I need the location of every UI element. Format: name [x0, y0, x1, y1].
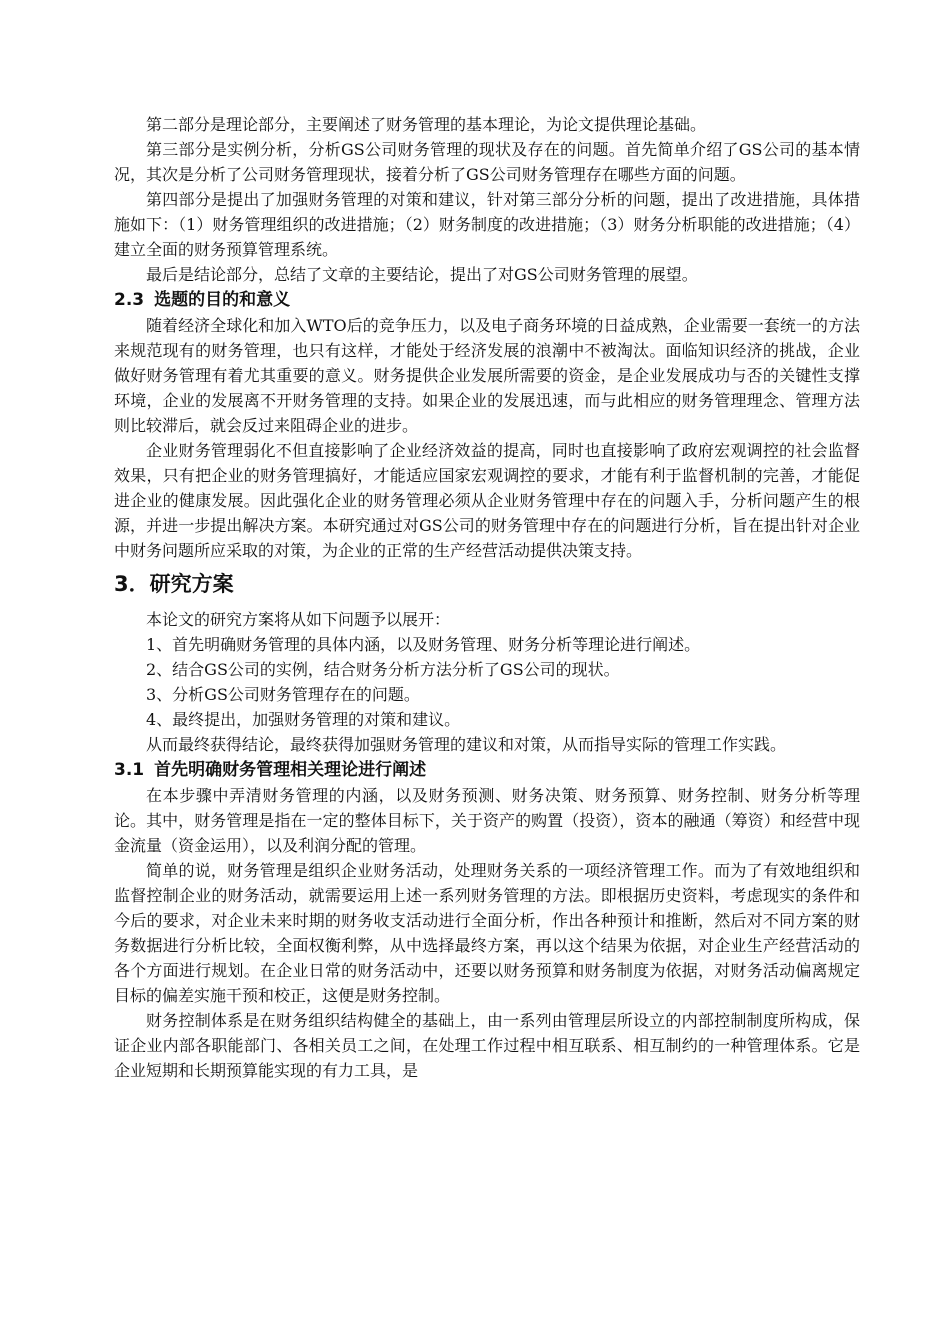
- list-item: 2、结合GS公司的实例，结合财务分析方法分析了GS公司的现状。: [146, 660, 620, 679]
- section-number: 3.1: [114, 760, 145, 780]
- paragraph: 简单的说，财务管理是组织企业财务活动，处理财务关系的一项经济管理工作。而为了有效地组织和监督控制企业的财务活动，就需要运用上述一系列财务管理的方法。即根据历史资料，考虑现实的条件和今后的要求，对企业未来时期的财务收支活动进行全面分析，作出各种预计和推断，然后对不同方案的财务数据进行分析比较，全面权衡利弊，从中选择最终方案，再以这个结果为依据，对企业生产经营活动的各个方面进行规划。在企业日常的财务活动中，还要以财务预算和财务制度为依据，对财务活动偏离规定目标的偏差实施干预和校正，这便是财务控制。: [114, 861, 860, 1005]
- paragraph: 第四部分是提出了加强财务管理的对策和建议，针对第三部分分析的问题，提出了改进措施，具体措施如下：（1）财务管理组织的改进措施；（2）财务制度的改进措施；（3）财务分析职能的改进措施；（4）建立全面的财务预算管理系统。: [114, 190, 860, 259]
- list-item: 3、分析GS公司财务管理存在的问题。: [146, 685, 420, 704]
- section-title: 选题的目的和意义: [154, 290, 291, 310]
- paragraph: 最后是结论部分，总结了文章的主要结论，提出了对GS公司财务管理的展望。: [146, 265, 698, 284]
- section-number: 2.3: [114, 290, 145, 310]
- list-item: 4、最终提出，加强财务管理的对策和建议。: [146, 710, 461, 729]
- paragraph: 财务控制体系是在财务组织结构健全的基础上，由一系列由管理层所设立的内部控制制度所构成，保证企业内部各职能部门、各相关员工之间，在处理工作过程中相互联系、相互制约的一种管理体系。它是企业短期和长期预算能实现的有力工具，是: [114, 1011, 860, 1080]
- section-heading-3: 3．研究方案: [114, 572, 234, 596]
- paragraph: 随着经济全球化和加入WTO后的竞争压力，以及电子商务环境的日益成熟，企业需要一套统一的方法来规范现有的财务管理，也只有这样，才能处于经济发展的浪潮中不被淘汰。面临知识经济的挑战，企业做好财务管理有着尤其重要的意义。财务提供企业发展所需要的资金，是企业发展成功与否的关键性支撑环境，企业的发展离不开财务管理的支持。如果企业的发展迅速，而与此相应的财务管理理念、管理方法则比较滞后，就会反过来阻碍企业的进步。: [114, 316, 860, 435]
- section-heading-2-3: [114, 287, 860, 313]
- paragraph: 在本步骤中弄清财务管理的内涵，以及财务预测、财务决策、财务预算、财务控制、财务分析等理论。其中，财务管理是指在一定的整体目标下，关于资产的购置（投资），资本的融通（筹资）和经营中现金流量（资金运用），以及利润分配的管理。: [114, 786, 860, 855]
- paragraph: 本论文的研究方案将从如下问题予以展开：: [146, 610, 451, 629]
- list-item: 1、首先明确财务管理的具体内涵，以及财务管理、财务分析等理论进行阐述。: [146, 635, 701, 654]
- paragraph: 企业财务管理弱化不但直接影响了企业经济效益的提高，同时也直接影响了政府宏观调控的社会监督效果，只有把企业的财务管理搞好，才能适应国家宏观调控的要求，才能有利于监督机制的完善，才能促进企业的健康发展。因此强化企业的财务管理必须从企业财务管理中存在的问题入手，分析问题产生的根源，并进一步提出解决方案。本研究通过对GS公司的财务管理中存在的问题进行分析，旨在提出针对企业中财务问题所应采取的对策，为企业的正常的生产经营活动提供决策支持。: [114, 441, 860, 560]
- paragraph: 从而最终获得结论，最终获得加强财务管理的建议和对策，从而指导实际的管理工作实践。: [146, 735, 787, 754]
- paragraph: 第三部分是实例分析，分析GS公司财务管理的现状及存在的问题。首先简单介绍了GS公司的基本情况，其次是分析了公司财务管理现状，接着分析了GS公司财务管理存在哪些方面的问题。: [114, 140, 860, 184]
- section-heading-3-1: [114, 757, 860, 783]
- section-title: 首先明确财务管理相关理论进行阐述: [154, 760, 427, 780]
- paragraph: 第二部分是理论部分，主要阐述了财务管理的基本理论，为论文提供理论基础。: [146, 115, 707, 134]
- document-page: [114, 112, 860, 1083]
